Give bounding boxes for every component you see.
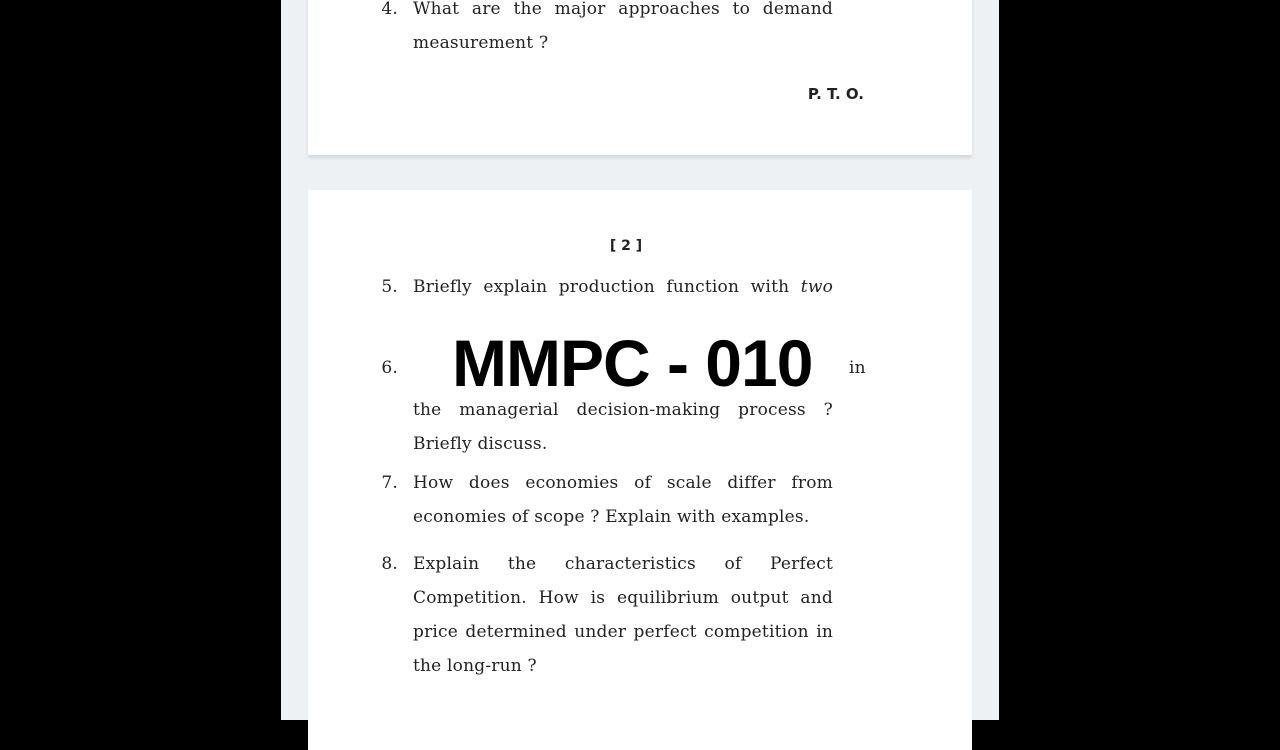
question-text: How does economies of scale differ from bbox=[413, 473, 833, 493]
question-7 bbox=[381, 466, 833, 534]
question-number: 5. bbox=[381, 277, 398, 297]
question-number: 4. bbox=[381, 0, 398, 19]
question-text: economies of scope ? Explain with examples. bbox=[413, 507, 810, 527]
question-text: price determined under perfect competition in bbox=[413, 622, 833, 642]
question-number: 6. bbox=[381, 358, 398, 378]
question-emphasis: two bbox=[800, 277, 833, 297]
question-text: the long-run ? bbox=[413, 656, 537, 676]
question-4 bbox=[381, 0, 833, 60]
question-text: What are the major approaches to demand bbox=[413, 0, 833, 19]
page-number: [ 2 ] bbox=[609, 238, 643, 254]
question-number: 8. bbox=[381, 554, 398, 574]
page-1 bbox=[308, 0, 972, 155]
question-number: 7. bbox=[381, 473, 398, 493]
question-text: Explain the characteristics of Perfect bbox=[413, 554, 833, 574]
course-code-overlay: MMPC - 010 bbox=[452, 326, 830, 396]
question-text: the managerial decision-making process ? bbox=[413, 400, 833, 420]
question-8 bbox=[381, 547, 833, 683]
question-text: Briefly discuss. bbox=[413, 434, 548, 454]
question-text: measurement ? bbox=[413, 33, 549, 53]
question-text: in bbox=[849, 358, 866, 378]
question-text: Competition. How is equilibrium output and bbox=[413, 588, 833, 608]
question-5 bbox=[381, 270, 833, 304]
page-2 bbox=[308, 190, 972, 750]
pto-label: P. T. O. bbox=[807, 85, 864, 103]
question-text: Briefly explain production function with bbox=[413, 277, 801, 297]
